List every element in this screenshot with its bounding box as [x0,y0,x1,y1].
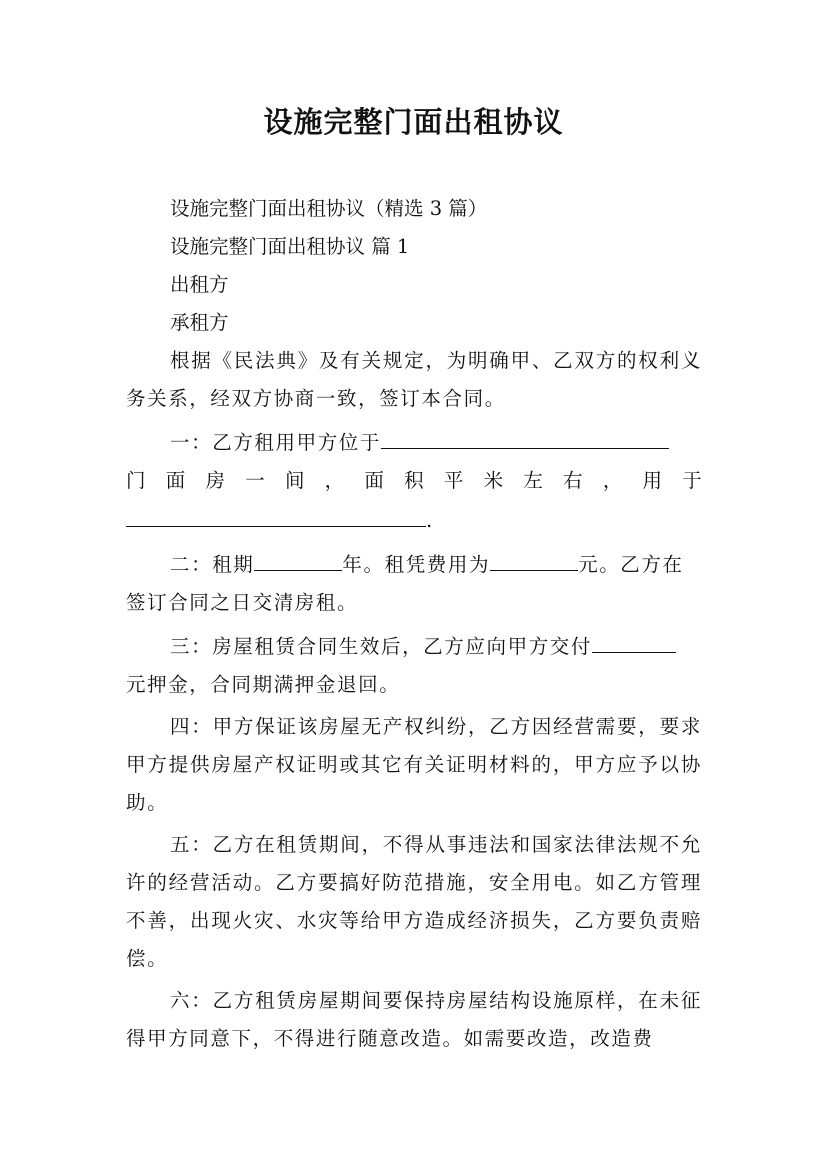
clause-2-line-2: 签订合同之日交清房租。 [126,591,359,614]
clause-1-row-2-char: 左 [523,469,543,492]
clause-1-row-2-char: ， [602,469,623,492]
clause-1-row-2-char: 右 [563,469,583,492]
clause-3-line-2: 元押金，合同期满押金退回。 [126,673,401,696]
document-body [126,190,702,1058]
clause-1-row-2-char: 门 [126,469,146,492]
clause-1-row-2-char: ， [324,469,345,492]
clause-3-line-1 [126,626,702,666]
location-blank [381,422,669,449]
clause-2-part-a: 二：租期 [170,553,255,576]
rent-amount-blank [490,544,578,571]
clause-2-part-b: 年。租凭费用为 [342,553,491,576]
clause-1 [126,422,702,540]
clause-1-row-2-char: 积 [404,469,424,492]
clause-1-row-2-char: 用 [642,469,663,492]
clause-1-row-2-char: 于 [682,469,702,492]
heading-selection: 设施完整门面出租协议（精选 3 篇） [170,197,488,220]
clause-1-line-2 [126,462,702,500]
clause-5: 五：乙方在租赁期间，不得从事违法和国家法律法规不允许的经营活动。乙方要搞好防范措施，安全用电。如乙方管理不善，出现火灾、水灾等给甲方造成经济损失，乙方要负责赔偿。 [126,833,702,970]
term-years-blank [254,544,342,571]
clause-6: 六：乙方租赁房屋期间要保持房屋结构设施原样，在未征得甲方同意下，不得进行随意改造。如需要改造，改造费 [126,989,702,1050]
clause-2-line-1 [126,544,702,584]
clause-1-row-2-char: 面 [364,469,384,492]
clause-3 [126,626,702,704]
lessor-label: 出租方 [170,273,229,296]
intro-paragraph: 根据《民法典》及有关规定，为明确甲、乙双方的权利义务关系，经双方协商一致，签订本合同。 [126,349,702,410]
clause-1-line-1 [126,422,702,462]
document-title: 设施完整门面出租协议 [263,105,564,139]
clause-1-end: . [426,509,433,532]
lessee-label: 承租方 [170,311,229,334]
clause-1-row-2-char: 一 [245,469,265,492]
deposit-blank [592,626,676,653]
heading-part-1: 设施完整门面出租协议 篇 1 [170,235,410,258]
clause-3-part-a: 三：房屋租赁合同生效后，乙方应向甲方交付 [170,635,593,658]
clause-1-line-3 [126,500,702,540]
purpose-blank [126,500,426,527]
clause-1-prefix: 一：乙方租用甲方位于 [170,431,382,454]
clause-1-row-2-char: 平 [443,469,464,492]
clause-1-row-2-char: 面 [165,469,186,492]
clause-1-row-2-char: 米 [483,469,504,492]
clause-1-row-2-char: 房 [205,469,225,492]
clause-4: 四：甲方保证该房屋无产权纠纷，乙方因经营需要，要求甲方提供房屋产权证明或其它有关证明材料的，甲方应予以协助。 [126,715,702,814]
clause-2-part-c: 元。乙方在 [578,553,684,576]
clause-2 [126,544,702,622]
clause-1-row-2-char: 间 [284,469,305,492]
